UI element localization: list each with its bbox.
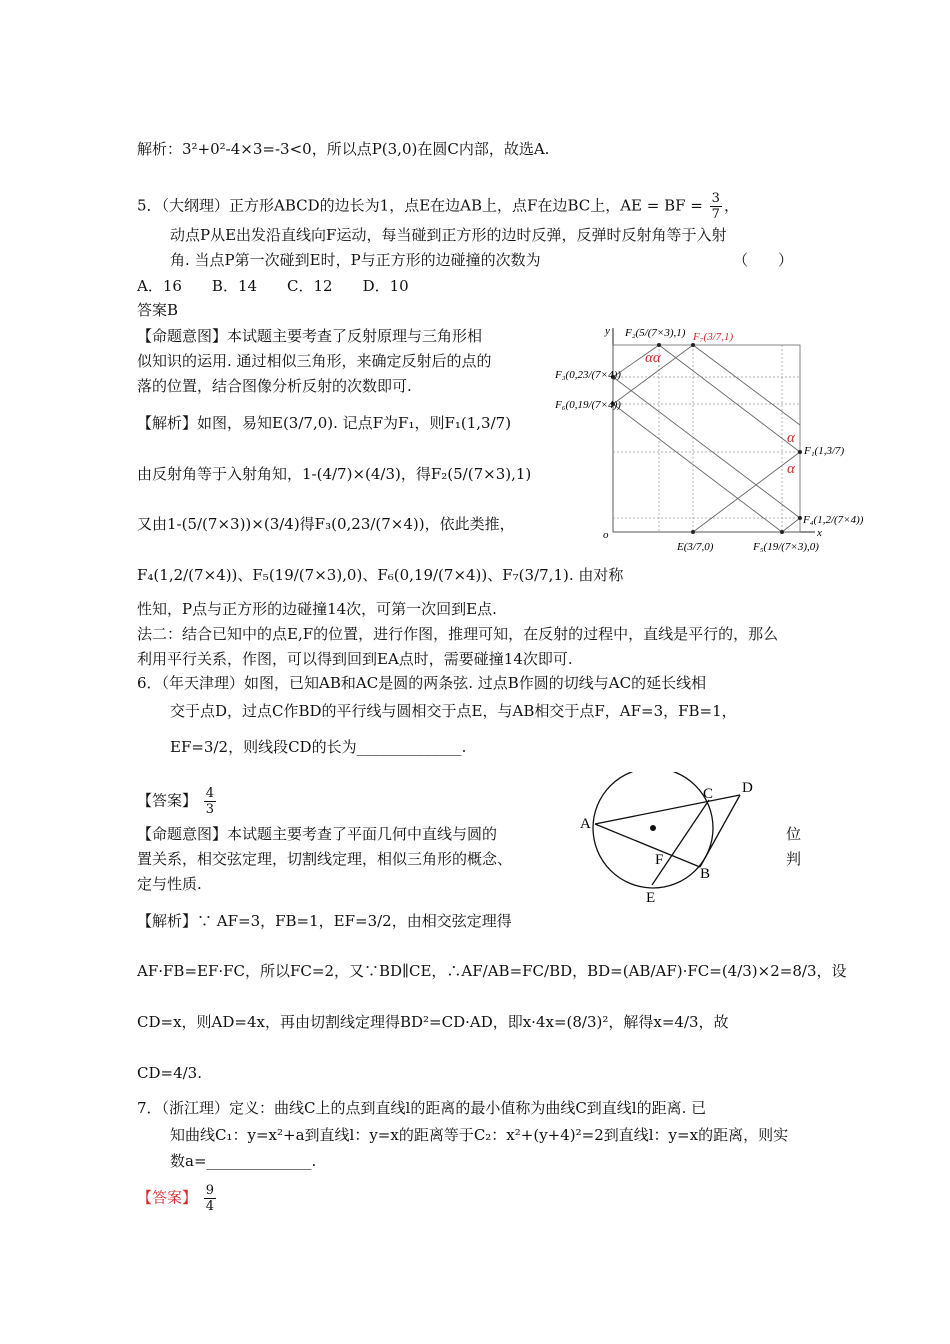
reflection-path — [613, 345, 800, 532]
label-f5: F₅(19/(7×3),0) — [753, 541, 819, 553]
q5-sol2: 由反射角等于入射角知，1-(4/7)×(4/3)，得F₂(5/(7×3),1) — [137, 465, 532, 483]
guide-lines — [613, 345, 800, 532]
label-x: x — [817, 527, 822, 539]
label-f2: F₂(5/(7×3),1) — [625, 327, 686, 339]
q5-line3: 角. 当点P第一次碰到E时，P与正方形的边碰撞的次数为 — [170, 251, 541, 269]
q6-sol3: CD=x，则AD=4x，再由切割线定理得BD²=CD·AD，即x·4x=(8/3)²，解得x=4/3，故 — [137, 1013, 729, 1031]
label-origin: o — [603, 529, 609, 541]
q6-answer — [137, 786, 218, 817]
q5-reflection-figure — [553, 318, 863, 563]
chords — [595, 795, 740, 885]
q6-sol2: AF·FB=EF·FC，所以FC=2，又∵BD∥CE，∴AF/AB=FC/BD，BD=(AB/AF)·FC=(4/3)×2=8/3，设 — [137, 962, 847, 980]
q6-line1: 6．（年天津理）如图，已知AB和AC是圆的两条弦. 过点B作圆的切线与AC的延长线相 — [137, 674, 707, 692]
q5-line2: 动点P从E出发沿直线向F运动，每当碰到正方形的边时反弹，反弹时反射角等于入射 — [170, 226, 727, 244]
q5-options: A．16 B．14 C．12 D．10 — [137, 277, 409, 295]
label-b: B — [700, 866, 711, 882]
q6-sol1: 【解析】∵ AF=3，FB=1，EF=3/2，由相交弦定理得 — [137, 912, 512, 930]
label-e: E(3/7,0) — [677, 541, 714, 553]
label-a: A — [580, 816, 591, 832]
q6-line3: EF=3/2，则线段CD的长为______________. — [170, 738, 467, 756]
q7-answer-label: 【答案】 — [137, 1188, 198, 1207]
label-alpha-pair: αα — [645, 350, 661, 366]
label-f7: F₇(3/7,1) — [693, 331, 734, 343]
q6-intent1: 【命题意图】本试题主要考查了平面几何中直线与圆的 — [137, 825, 498, 843]
label-c: C — [703, 786, 714, 802]
q6-answer-fraction: $\frac{4}{3}$ — [205, 786, 215, 817]
label-f: F — [655, 852, 664, 868]
q6-circle-figure — [570, 772, 770, 907]
label-f1: F₁(1,3/7) — [804, 445, 845, 457]
label-f3: F₃(0,23/(7×4)) — [555, 369, 621, 381]
label-f6: F₆(0,19/(7×4)) — [555, 399, 621, 411]
q6-intent2-tail: 判 — [786, 850, 802, 868]
q5-sol5: 性知，P点与正方形的边碰撞14次，可第一次回到E点. — [137, 600, 497, 618]
label-d: D — [742, 780, 753, 796]
q5-sol6: 法二：结合已知中的点E,F的位置，进行作图，推理可知，在反射的过程中，直线是平行的，那么 — [137, 625, 779, 643]
circle-center — [650, 825, 656, 831]
q7-answer-fraction: $\frac{9}{4}$ — [205, 1183, 215, 1214]
square — [613, 345, 800, 532]
q6-answer-label: 【答案】 — [137, 791, 198, 810]
q5-line1: 5．（大纲理）正方形ABCD的边长为1，点E在边AB上，点F在边BC上，AE = BF = $\frac{3}{7}$ ， — [137, 191, 739, 222]
q5-sol7: 利用平行关系，作图，可以得到回到EA点时，需要碰撞14次即可. — [137, 650, 573, 668]
q7-answer — [137, 1183, 218, 1214]
label-e: E — [646, 890, 656, 906]
q5-sol4: F₄(1,2/(7×4))、F₅(19/(7×3),0)、F₆(0,19/(7×4))、F₇(3/7,1). 由对称 — [137, 566, 624, 584]
q7-line1: 7．（浙江理）定义：曲线C上的点到直线l的距离的最小值称为曲线C到直线l的距离. 已 — [137, 1099, 707, 1117]
q6-intent3: 定与性质. — [137, 875, 202, 893]
q6-intent1-tail: 位 — [786, 825, 802, 843]
q5-sol3: 又由1-(5/(7×3))×(3/4)得F₃(0,23/(7×4))，依此类推， — [137, 515, 515, 533]
q4-solution: 解析：3²+0²-4×3=-3<0，所以点P(3,0)在圆C内部，故选A. — [137, 140, 550, 158]
q7-line3: 数a=______________. — [170, 1152, 317, 1170]
label-alpha-bottom: α — [787, 461, 795, 477]
q5-intent3: 落的位置，结合图像分析反射的次数即可. — [137, 377, 412, 395]
q5-line1-text: 5．（大纲理）正方形ABCD的边长为1，点E在边AB上，点F在边BC上，AE = BF = — [137, 196, 703, 215]
q6-line2: 交于点D，过点C作BD的平行线与圆相交于点E，与AB相交于点F，AF=3，FB=1， — [170, 702, 737, 720]
q5-paren: （ ） — [733, 251, 794, 269]
q5-answer: 答案B — [137, 301, 179, 319]
q6-sol4: CD=4/3. — [137, 1064, 202, 1082]
q5-intent1: 【命题意图】本试题主要考查了反射原理与三角形相 — [137, 327, 483, 345]
label-alpha-top: α — [787, 430, 795, 446]
label-y: y — [605, 325, 610, 337]
q6-intent2: 置关系，相交弦定理，切割线定理，相似三角形的概念、 — [137, 850, 513, 868]
label-f4: F₄(1,2/(7×4)) — [803, 514, 863, 526]
points — [611, 343, 802, 534]
q5-sol1: 【解析】如图，易知E(3/7,0). 记点F为F₁，则F₁(1,3/7) — [137, 414, 512, 432]
q5-intent2: 似知识的运用. 通过相似三角形，来确定反射后的点的 — [137, 352, 492, 370]
q5-fraction: $\frac{3}{7}$ — [711, 191, 720, 222]
q7-line2: 知曲线C₁：y=x²+a到直线l：y=x的距离等于C₂：x²+(y+4)²=2到直线l：y=x的距离，则实 — [170, 1126, 789, 1144]
